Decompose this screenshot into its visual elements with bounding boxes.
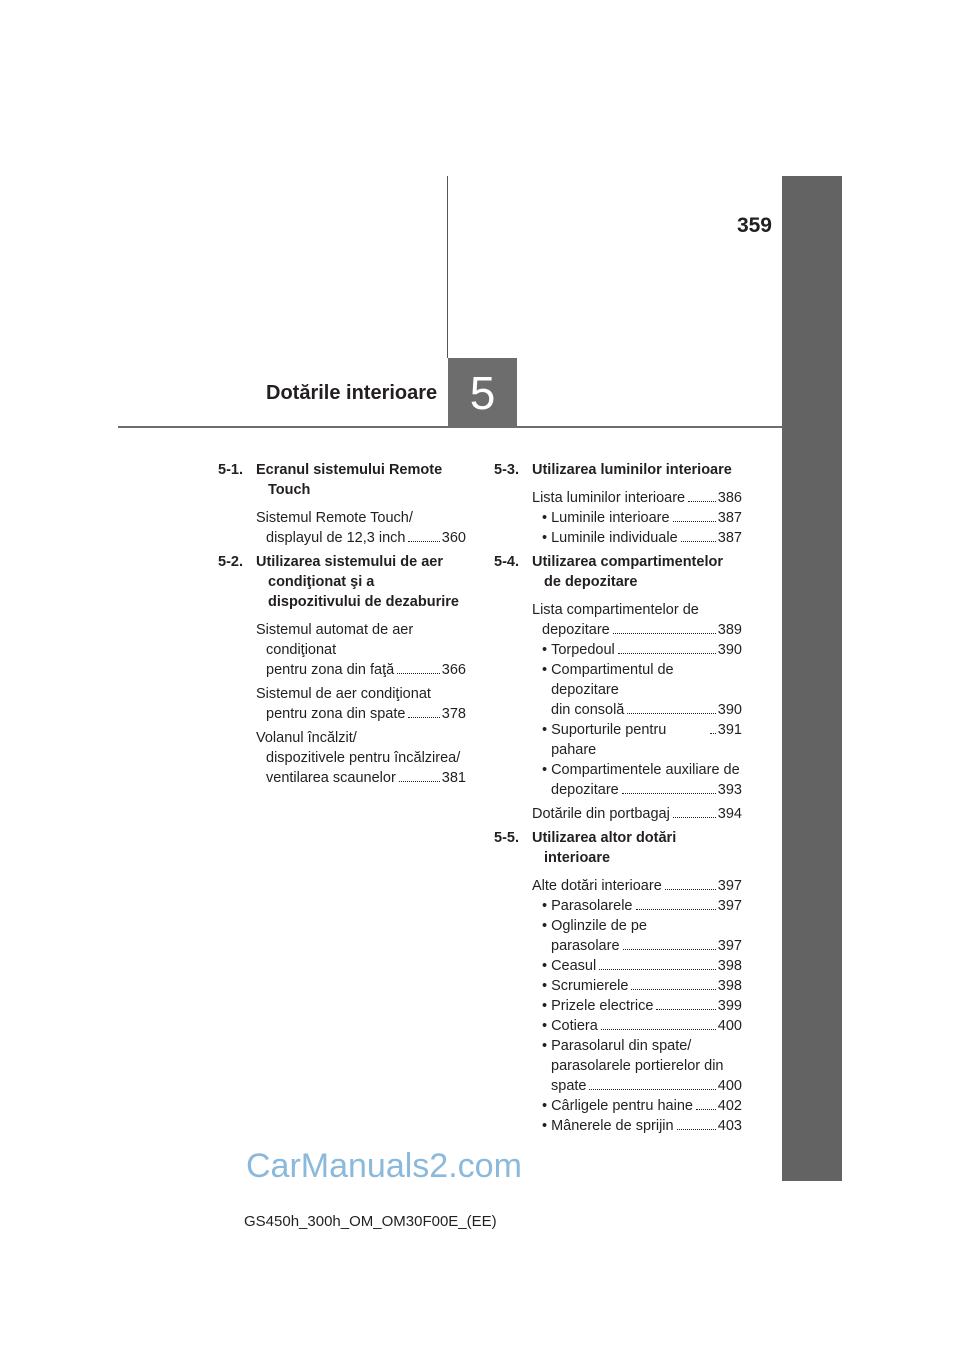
section-number: 5-1. bbox=[218, 462, 243, 478]
toc-entry-text: Oglinzile de pe bbox=[551, 918, 647, 934]
footer-code: GS450h_300h_OM_OM30F00E_(EE) bbox=[244, 1213, 497, 1230]
toc-line bbox=[532, 488, 742, 508]
bullet-icon: • bbox=[542, 510, 548, 526]
toc-entry-text: Alte dotări interioare bbox=[532, 878, 662, 894]
toc-line bbox=[532, 936, 742, 956]
dot-leader bbox=[397, 673, 440, 674]
toc-entry bbox=[532, 488, 742, 548]
toc-page-number: 403 bbox=[717, 1118, 742, 1134]
toc-entry-text: Sistemul automat de aer bbox=[256, 622, 414, 638]
dot-leader bbox=[613, 633, 716, 634]
toc-line bbox=[532, 600, 742, 620]
vertical-rule bbox=[447, 176, 448, 358]
toc-line bbox=[532, 896, 742, 916]
toc-entry-text: parasolarele portierelor din bbox=[551, 1058, 724, 1074]
dot-leader bbox=[710, 733, 716, 734]
toc-entry-text: Sistemul Remote Touch/ bbox=[256, 510, 413, 526]
dot-leader bbox=[589, 1089, 715, 1090]
bullet-icon: • bbox=[542, 978, 548, 994]
toc-line bbox=[256, 748, 466, 768]
bullet-icon: • bbox=[542, 762, 548, 778]
toc-line bbox=[256, 528, 466, 548]
toc-page-number: 389 bbox=[717, 622, 742, 638]
toc-entry bbox=[532, 876, 742, 1136]
toc-line bbox=[532, 1076, 742, 1096]
toc-line bbox=[532, 804, 742, 824]
toc-line bbox=[532, 876, 742, 896]
toc-entry-text: Luminile individuale bbox=[551, 530, 678, 546]
toc-line bbox=[532, 916, 742, 936]
page-number: 359 bbox=[736, 214, 772, 237]
bullet-icon: • bbox=[542, 662, 548, 678]
toc-entry bbox=[256, 620, 466, 680]
bullet-icon: • bbox=[542, 958, 548, 974]
toc-page-number: 378 bbox=[441, 706, 466, 722]
toc-page-number: 366 bbox=[441, 662, 466, 678]
bullet-icon: • bbox=[542, 998, 548, 1014]
dot-leader bbox=[631, 989, 715, 990]
toc-entry-text: din consolă bbox=[551, 702, 625, 718]
toc-entry-text: Compartimentele auxiliare de bbox=[551, 762, 740, 778]
dot-leader bbox=[599, 969, 716, 970]
watermark: CarManuals2.com bbox=[246, 1147, 522, 1185]
toc-page-number: 400 bbox=[717, 1018, 742, 1034]
toc-line bbox=[532, 720, 742, 760]
toc-page-number: 393 bbox=[717, 782, 742, 798]
toc-page-number: 360 bbox=[441, 530, 466, 546]
toc-entry-text: Cârligele pentru haine bbox=[551, 1098, 693, 1114]
toc-line bbox=[532, 1096, 742, 1116]
toc-line bbox=[532, 620, 742, 640]
toc-page-number: 386 bbox=[717, 490, 742, 506]
toc-line bbox=[256, 508, 466, 528]
bullet-icon: • bbox=[542, 1038, 548, 1054]
toc-entry-text: Luminile interioare bbox=[551, 510, 670, 526]
bullet-icon: • bbox=[542, 722, 548, 738]
toc-entry-text: Ceasul bbox=[551, 958, 597, 974]
toc-entry bbox=[532, 600, 742, 800]
toc-entry-text: Compartimentul de depozitare bbox=[551, 662, 674, 698]
toc-entry-text: Mânerele de sprijin bbox=[551, 1118, 674, 1134]
toc-page-number: 399 bbox=[717, 998, 742, 1014]
section-title: Utilizarea altor dotări interioare bbox=[532, 830, 677, 866]
toc-entry-text: Parasolarele bbox=[551, 898, 633, 914]
side-tab bbox=[782, 176, 842, 1181]
dot-leader bbox=[677, 1129, 716, 1130]
dot-leader bbox=[673, 817, 716, 818]
toc-entry bbox=[532, 804, 742, 824]
toc-section bbox=[494, 552, 742, 824]
toc-line bbox=[532, 660, 742, 700]
bullet-icon: • bbox=[542, 530, 548, 546]
toc-line bbox=[532, 976, 742, 996]
section-title: Utilizarea sistemului de aer condiţionat şi a dispozitivului de dezaburire bbox=[256, 554, 459, 610]
toc-line bbox=[532, 1016, 742, 1036]
toc-page-number: 397 bbox=[717, 878, 742, 894]
toc-entry-text: Lista compartimentelor de bbox=[532, 602, 699, 618]
toc-entry-text: Sistemul de aer condiţionat bbox=[256, 686, 431, 702]
toc-page-number: 387 bbox=[717, 510, 742, 526]
toc-entry-text: Torpedoul bbox=[551, 642, 615, 658]
toc-line bbox=[532, 1116, 742, 1136]
bullet-icon: • bbox=[542, 642, 548, 658]
toc-line bbox=[532, 1036, 742, 1056]
section-title: Utilizarea compartimentelor de depozitare bbox=[532, 554, 723, 590]
chapter-number: 5 bbox=[469, 366, 496, 419]
dot-leader bbox=[618, 653, 716, 654]
toc-line bbox=[532, 760, 742, 780]
toc-page-number: 402 bbox=[717, 1098, 742, 1114]
toc-entry-text: ventilarea scaunelor bbox=[266, 770, 396, 786]
toc-line bbox=[532, 956, 742, 976]
dot-leader bbox=[681, 541, 716, 542]
toc-entry-text: Suporturile pentru pahare bbox=[551, 722, 667, 758]
chapter-title: Dotările interioare bbox=[266, 382, 438, 404]
dot-leader bbox=[408, 717, 439, 718]
toc-entry-text: pentru zona din spate bbox=[266, 706, 406, 722]
toc-section-heading bbox=[218, 460, 466, 500]
bullet-icon: • bbox=[542, 898, 548, 914]
toc-line bbox=[532, 996, 742, 1016]
dot-leader bbox=[656, 1009, 715, 1010]
toc-page-number: 394 bbox=[717, 806, 742, 822]
toc-entry bbox=[256, 508, 466, 548]
toc-entry-text: displayul de 12,3 inch bbox=[266, 530, 406, 546]
toc-line bbox=[256, 728, 466, 748]
toc-entry-text: Parasolarul din spate/ bbox=[551, 1038, 692, 1054]
toc-line bbox=[532, 508, 742, 528]
toc-section bbox=[494, 460, 742, 548]
toc-section bbox=[218, 552, 466, 788]
section-title: Ecranul sistemului Remote Touch bbox=[256, 462, 443, 498]
toc-page-number: 398 bbox=[717, 978, 742, 994]
toc-line bbox=[532, 640, 742, 660]
toc-page-number: 381 bbox=[441, 770, 466, 786]
dot-leader bbox=[622, 793, 716, 794]
bullet-icon: • bbox=[542, 918, 548, 934]
section-number: 5-2. bbox=[218, 554, 243, 570]
section-title: Utilizarea luminilor interioare bbox=[532, 462, 732, 478]
toc-line bbox=[256, 660, 466, 680]
toc-page-number: 390 bbox=[717, 642, 742, 658]
toc-line bbox=[532, 780, 742, 800]
dot-leader bbox=[688, 501, 716, 502]
toc-entry-text: depozitare bbox=[551, 782, 619, 798]
toc-section-heading bbox=[494, 828, 742, 868]
toc-entry-text: parasolare bbox=[551, 938, 620, 954]
toc-line bbox=[532, 1056, 742, 1076]
toc-entry bbox=[256, 728, 466, 788]
bullet-icon: • bbox=[542, 1018, 548, 1034]
toc-left-column bbox=[218, 460, 466, 792]
toc-page-number: 398 bbox=[717, 958, 742, 974]
toc-entry-text: Scrumierele bbox=[551, 978, 629, 994]
dot-leader bbox=[665, 889, 716, 890]
toc-line bbox=[256, 704, 466, 724]
toc-entry-text: Volanul încălzit/ bbox=[256, 730, 357, 746]
toc-page-number: 397 bbox=[717, 898, 742, 914]
section-number: 5-5. bbox=[494, 830, 519, 846]
dot-leader bbox=[636, 909, 716, 910]
dot-leader bbox=[399, 781, 440, 782]
toc-line bbox=[256, 768, 466, 788]
toc-entry-text: depozitare bbox=[542, 622, 610, 638]
toc-page-number: 391 bbox=[717, 722, 742, 738]
toc-line bbox=[532, 700, 742, 720]
toc-section-heading bbox=[494, 552, 742, 592]
toc-page-number: 400 bbox=[717, 1078, 742, 1094]
toc-line bbox=[256, 620, 466, 640]
toc-entry-text: dispozitivele pentru încălzirea/ bbox=[266, 750, 461, 766]
toc-entry-text: Prizele electrice bbox=[551, 998, 654, 1014]
toc-entry-text: Dotările din portbagaj bbox=[532, 806, 670, 822]
toc-section-heading bbox=[494, 460, 742, 480]
toc-entry-text: Lista luminilor interioare bbox=[532, 490, 686, 506]
toc-line bbox=[256, 684, 466, 704]
dot-leader bbox=[627, 713, 715, 714]
toc-page-number: 390 bbox=[717, 702, 742, 718]
dot-leader bbox=[696, 1109, 716, 1110]
toc-entry-text: spate bbox=[551, 1078, 587, 1094]
section-number: 5-3. bbox=[494, 462, 519, 478]
toc-section-heading bbox=[218, 552, 466, 612]
dot-leader bbox=[623, 949, 716, 950]
toc-entry-text: condiţionat bbox=[266, 642, 337, 658]
toc-entry bbox=[256, 684, 466, 724]
section-number: 5-4. bbox=[494, 554, 519, 570]
toc-line bbox=[256, 640, 466, 660]
toc-section bbox=[218, 460, 466, 548]
chapter-number-box bbox=[448, 358, 517, 427]
dot-leader bbox=[408, 541, 439, 542]
dot-leader bbox=[673, 521, 716, 522]
toc-page-number: 387 bbox=[717, 530, 742, 546]
toc-line bbox=[532, 528, 742, 548]
toc-entry-text: pentru zona din faţă bbox=[266, 662, 395, 678]
toc-entry-text: Cotiera bbox=[551, 1018, 598, 1034]
bullet-icon: • bbox=[542, 1098, 548, 1114]
dot-leader bbox=[601, 1029, 716, 1030]
toc-page-number: 397 bbox=[717, 938, 742, 954]
toc-right-column bbox=[494, 460, 742, 1140]
bullet-icon: • bbox=[542, 1118, 548, 1134]
toc-section bbox=[494, 828, 742, 1136]
